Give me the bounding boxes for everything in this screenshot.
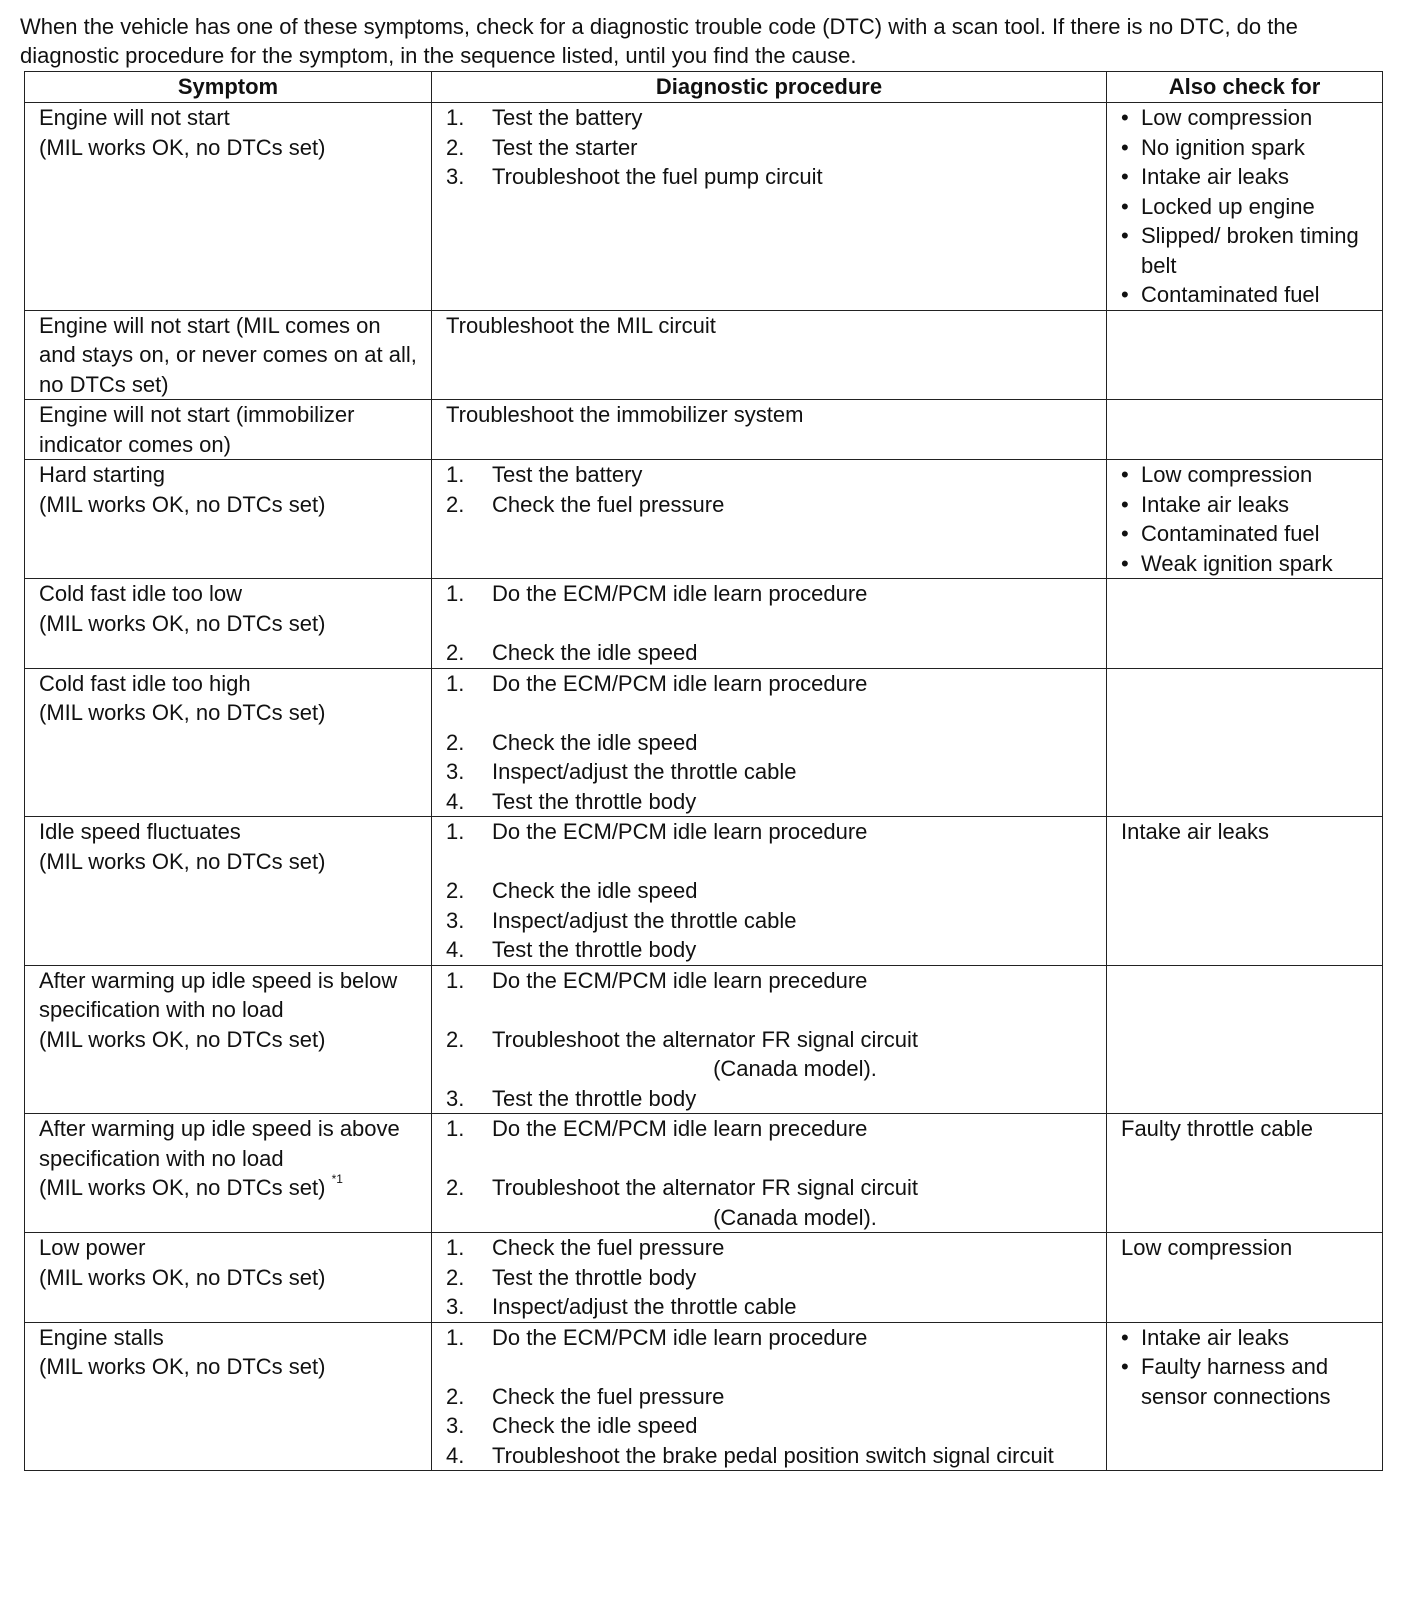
step-number: 1. xyxy=(446,581,465,606)
step-number: 1. xyxy=(446,819,465,844)
step-text: Check the idle speed xyxy=(492,878,698,903)
procedure-step xyxy=(446,1263,1098,1293)
step-text: Inspect/adjust the throttle cable xyxy=(492,907,797,933)
step-number: 3. xyxy=(446,759,465,784)
procedure-step xyxy=(446,1292,1098,1322)
procedure-step xyxy=(446,817,1098,847)
table-row xyxy=(25,310,1383,400)
also-check-item: • Intake air leaks xyxy=(1121,1323,1374,1353)
also-check-item: • No ignition spark xyxy=(1121,133,1374,163)
procedure-step xyxy=(446,906,1098,936)
procedure-step xyxy=(446,876,1098,906)
step-text: Troubleshoot the fuel pump circuit xyxy=(492,164,823,189)
symptom-text: (MIL works OK, no DTCs set) xyxy=(39,848,326,874)
procedure-cell xyxy=(432,103,1107,311)
bullet-icon: • xyxy=(1121,521,1129,546)
also-check-cell xyxy=(1107,1114,1383,1233)
step-text: Test the throttle body xyxy=(492,937,697,962)
step-number: 2. xyxy=(446,1383,465,1409)
step-text: Inspect/adjust the throttle cable xyxy=(492,1294,797,1319)
table-row xyxy=(25,668,1383,817)
symptom-cell xyxy=(25,310,432,400)
procedure-step xyxy=(446,966,1098,996)
also-check-item: • Low compression xyxy=(1121,103,1374,133)
table-row xyxy=(25,1114,1383,1233)
symptom-cell xyxy=(25,400,432,460)
symptom-text: (MIL works OK, no DTCs set) $^{*1}$ xyxy=(39,1172,343,1200)
bullet-icon: • xyxy=(1121,134,1129,160)
symptom-text: (MIL works OK, no DTCs set) xyxy=(39,491,326,517)
also-check-cell xyxy=(1107,668,1383,817)
table-row xyxy=(25,460,1383,579)
also-check-cell xyxy=(1107,965,1383,1114)
also-check-text: Faulty throttle cable xyxy=(1121,1116,1313,1141)
step-text: Test the throttle body xyxy=(492,1264,697,1290)
symptom-text: (MIL works OK, no DTCs set) xyxy=(39,1354,326,1379)
procedure-step xyxy=(446,133,1098,163)
bullet-icon: • xyxy=(1121,105,1129,130)
also-check-text: Intake air leaks xyxy=(1121,819,1269,844)
bullet-icon: • xyxy=(1121,1324,1129,1350)
step-text: Do the ECM/PCM idle learn precedure xyxy=(492,1116,868,1141)
also-check-item: • Slipped/ broken timing belt xyxy=(1121,221,1374,280)
step-text: Test the throttle body xyxy=(492,1085,697,1111)
header-diagnostic-procedure: Diagnostic procedure xyxy=(432,72,1107,103)
symptom-text: Engine will not start (MIL comes on and stays on, or never comes on at all, no DTCs set) xyxy=(39,312,417,397)
step-subnote: (Canada model). xyxy=(713,1056,877,1081)
table-row xyxy=(25,1322,1383,1471)
step-number: 2. xyxy=(446,134,465,160)
bullet-icon: • xyxy=(1121,282,1129,307)
symptom-cell xyxy=(25,965,432,1114)
also-check-item: • Intake air leaks xyxy=(1121,490,1374,520)
step-number: 2. xyxy=(446,491,465,517)
step-text: Test the starter xyxy=(492,134,638,160)
also-check-item: • Faulty harness and sensor connections xyxy=(1121,1352,1374,1411)
bullet-icon: • xyxy=(1121,1354,1129,1379)
symptom-cell xyxy=(25,668,432,817)
procedure-step xyxy=(446,1382,1098,1412)
procedure-step xyxy=(446,1084,1098,1114)
procedure-cell xyxy=(432,817,1107,966)
step-number: 1. xyxy=(446,1235,465,1260)
symptom-text: Idle speed fluctuates xyxy=(39,819,241,844)
footnote-marker: *1 xyxy=(331,1172,343,1186)
step-text: Inspect/adjust the throttle cable xyxy=(492,759,797,784)
also-check-cell xyxy=(1107,1322,1383,1471)
symptom-cell xyxy=(25,1233,432,1323)
step-text: Troubleshoot the brake pedal position switch signal circuit xyxy=(492,1442,1054,1468)
step-text: Test the battery xyxy=(492,105,643,130)
step-text: Do the ECM/PCM idle learn precedure xyxy=(492,967,868,993)
table-row xyxy=(25,1233,1383,1323)
step-number: 1. xyxy=(446,670,465,696)
symptom-text: Engine will not start (immobilizer indicator comes on) xyxy=(39,402,355,457)
symptom-text: Engine stalls xyxy=(39,1324,164,1350)
symptom-text: After warming up idle speed is below specification with no load xyxy=(39,967,398,1022)
bullet-icon: • xyxy=(1121,550,1129,576)
step-text: Check the fuel pressure xyxy=(492,1235,725,1260)
step-number: 2. xyxy=(446,1264,465,1290)
symptom-text: Engine will not start xyxy=(39,105,230,130)
step-number: 2. xyxy=(446,1026,465,1052)
also-check-cell xyxy=(1107,310,1383,400)
step-text: Do the ECM/PCM idle learn procedure xyxy=(492,581,868,606)
step-number: 4. xyxy=(446,1442,465,1468)
procedure-cell xyxy=(432,1233,1107,1323)
table-body xyxy=(25,103,1383,1471)
bullet-icon: • xyxy=(1121,164,1129,189)
symptom-text: (MIL works OK, no DTCs set) xyxy=(39,1264,326,1290)
bullet-icon: • xyxy=(1121,462,1129,487)
symptom-text: (MIL works OK, no DTCs set) xyxy=(39,134,326,160)
also-check-cell xyxy=(1107,1233,1383,1323)
procedure-text: Troubleshoot the immobilizer system xyxy=(446,402,804,427)
procedure-step xyxy=(446,787,1098,817)
step-number: 4. xyxy=(446,788,465,814)
procedure-step xyxy=(446,1441,1098,1471)
step-text: Do the ECM/PCM idle learn procedure xyxy=(492,670,868,696)
procedure-step xyxy=(446,460,1098,490)
symptom-text: Hard starting xyxy=(39,462,165,487)
step-text: Check the idle speed xyxy=(492,729,698,755)
procedure-step xyxy=(446,103,1098,133)
procedure-step xyxy=(446,1323,1098,1353)
procedure-cell xyxy=(432,310,1107,400)
also-check-item: • Intake air leaks xyxy=(1121,162,1374,192)
also-check-item: • Weak ignition spark xyxy=(1121,549,1374,579)
procedure-step xyxy=(446,1233,1098,1263)
symptom-cell xyxy=(25,1114,432,1233)
symptom-cell xyxy=(25,103,432,311)
procedure-step xyxy=(446,579,1098,609)
procedure-step xyxy=(446,638,1098,668)
step-number: 1. xyxy=(446,1116,465,1141)
bullet-icon: • xyxy=(1121,223,1129,248)
also-check-cell xyxy=(1107,460,1383,579)
procedure-cell xyxy=(432,1322,1107,1471)
step-number: 3. xyxy=(446,164,465,189)
also-check-cell xyxy=(1107,103,1383,311)
step-number: 1. xyxy=(446,105,465,130)
symptom-text: (MIL works OK, no DTCs set) xyxy=(39,1026,326,1052)
procedure-step xyxy=(446,1173,1098,1232)
step-number: 2. xyxy=(446,878,465,903)
procedure-step xyxy=(446,1411,1098,1441)
procedure-cell xyxy=(432,1114,1107,1233)
also-check-cell xyxy=(1107,579,1383,669)
step-number: 1. xyxy=(446,967,465,993)
also-check-item: • Low compression xyxy=(1121,460,1374,490)
procedure-step xyxy=(446,490,1098,520)
step-number: 4. xyxy=(446,937,465,962)
step-text: Test the battery xyxy=(492,462,643,487)
step-number: 3. xyxy=(446,1085,465,1111)
step-text: Do the ECM/PCM idle learn procedure xyxy=(492,1324,868,1350)
symptom-text: After warming up idle speed is above specification with no load xyxy=(39,1116,400,1171)
procedure-step xyxy=(446,1025,1098,1084)
table-row xyxy=(25,817,1383,966)
symptom-cell xyxy=(25,1322,432,1471)
step-text: Check the fuel pressure xyxy=(492,1383,725,1409)
procedure-step xyxy=(446,757,1098,787)
step-text: Troubleshoot the alternator FR signal circuit (Canada model). xyxy=(492,1025,1098,1084)
procedure-cell xyxy=(432,965,1107,1114)
step-number: 1. xyxy=(446,462,465,487)
bullet-icon: • xyxy=(1121,491,1129,517)
table-row xyxy=(25,965,1383,1114)
step-number: 2. xyxy=(446,640,465,665)
step-number: 3. xyxy=(446,1294,465,1319)
procedure-text: Troubleshoot the MIL circuit xyxy=(446,312,716,338)
procedure-cell xyxy=(432,400,1107,460)
step-text: Check the idle speed xyxy=(492,1413,698,1438)
procedure-cell xyxy=(432,579,1107,669)
symptom-cell xyxy=(25,460,432,579)
bullet-icon: • xyxy=(1121,193,1129,219)
symptom-text: (MIL works OK, no DTCs set) xyxy=(39,610,326,636)
also-check-item: • Locked up engine xyxy=(1121,192,1374,222)
step-subnote: (Canada model). xyxy=(713,1204,877,1230)
step-text: Do the ECM/PCM idle learn procedure xyxy=(492,819,868,844)
also-check-item: • Contaminated fuel xyxy=(1121,280,1374,310)
step-text: Troubleshoot the alternator FR signal circuit (Canada model). xyxy=(492,1173,1098,1232)
step-text: Test the throttle body xyxy=(492,788,697,814)
procedure-cell xyxy=(432,668,1107,817)
symptom-text: Cold fast idle too low xyxy=(39,581,242,606)
procedure-step xyxy=(446,1114,1098,1144)
also-check-item: • Contaminated fuel xyxy=(1121,519,1374,549)
symptom-troubleshooting-table xyxy=(24,71,1383,1471)
also-check-cell xyxy=(1107,400,1383,460)
procedure-step xyxy=(446,935,1098,965)
symptom-text: Low power xyxy=(39,1235,146,1260)
procedure-step xyxy=(446,728,1098,758)
also-check-cell xyxy=(1107,817,1383,966)
procedure-cell xyxy=(432,460,1107,579)
procedure-step xyxy=(446,669,1098,699)
step-number: 3. xyxy=(446,907,465,933)
header-symptom: Symptom xyxy=(25,72,432,103)
step-number: 2. xyxy=(446,1175,465,1200)
step-number: 3. xyxy=(446,1413,465,1438)
symptom-cell xyxy=(25,579,432,669)
step-text: Check the idle speed xyxy=(492,640,698,665)
header-also-check-for: Also check for xyxy=(1107,72,1383,103)
table-row xyxy=(25,400,1383,460)
step-number: 2. xyxy=(446,729,465,755)
table-row xyxy=(25,103,1383,311)
table-header-row xyxy=(25,72,1383,103)
symptom-text: (MIL works OK, no DTCs set) xyxy=(39,700,326,725)
step-number: 1. xyxy=(446,1324,465,1350)
table-row xyxy=(25,579,1383,669)
symptom-cell xyxy=(25,817,432,966)
step-text: Check the fuel pressure xyxy=(492,491,725,517)
also-check-text: Low compression xyxy=(1121,1235,1293,1260)
intro-text: When the vehicle has one of these symptoms, check for a diagnostic trouble code (DTC) with a scan tool. If there is no DTC, do the diagnostic procedure for the symptom, in the sequence listed, until you find the cause. xyxy=(20,14,1298,68)
symptom-text: Cold fast idle too high xyxy=(39,670,251,696)
procedure-step xyxy=(446,162,1098,192)
